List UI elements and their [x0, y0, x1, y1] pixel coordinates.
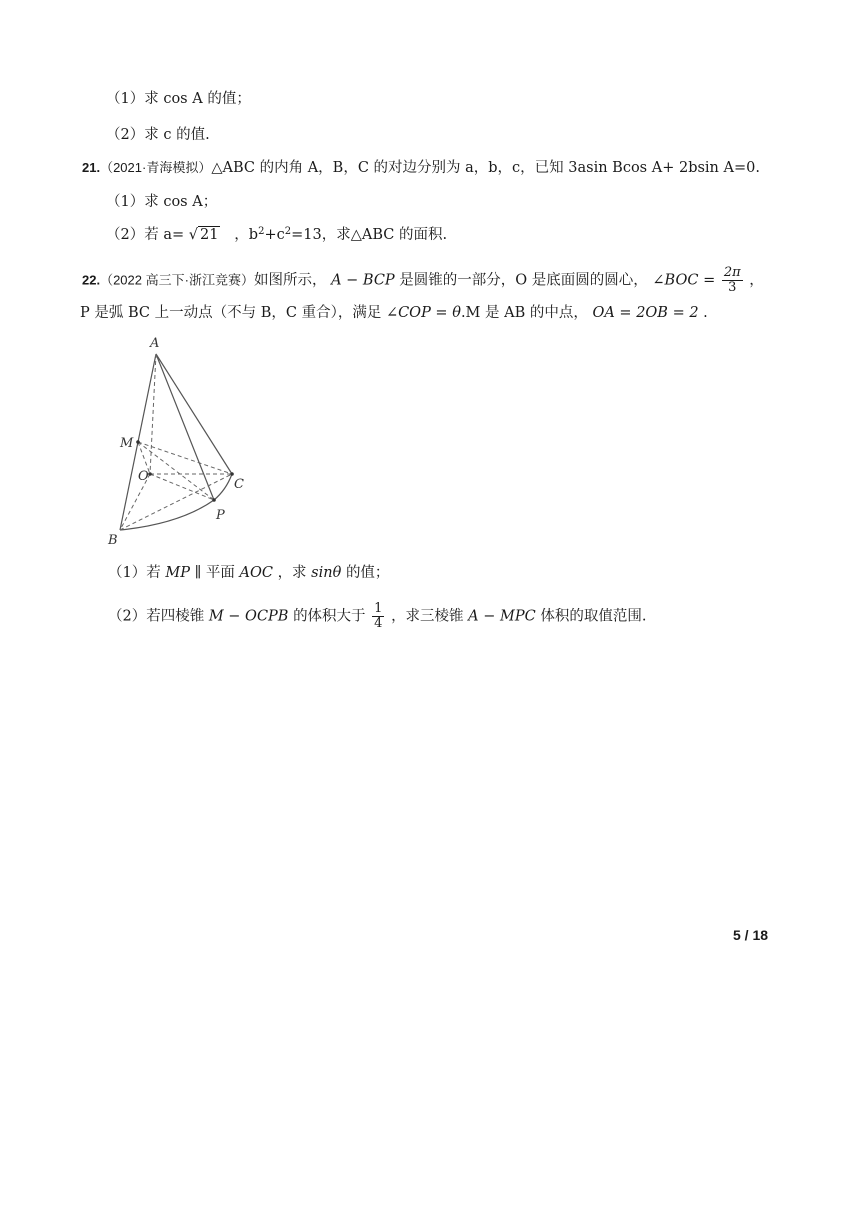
q22-number: 22.: [82, 272, 101, 288]
expr-a-mpc: A − MPC: [468, 608, 536, 625]
q21-stem: △ABC 的内角 A，B，C 的对边分别为 a，b，c，已知 3asin Bcos A+ 2bsin A=0.: [211, 160, 760, 176]
point-p: [212, 498, 216, 502]
q20-part1: （1）求 cos A 的值；: [106, 91, 251, 107]
sqrt-21: √ 21: [188, 227, 219, 243]
q22-part1-b: ∥ 平面: [194, 565, 235, 581]
q22-stem-a: 如图所示，: [253, 272, 327, 289]
label-a: A: [150, 336, 160, 351]
frac-num-1: 1: [374, 601, 383, 616]
q21-number: 21.: [82, 160, 101, 175]
length-expr: OA = 2OB = 2: [592, 305, 699, 321]
frac-num: 2π: [723, 265, 741, 280]
q22-stem-b: 是圆锥的一部分，O 是底面圆的圆心，: [399, 272, 648, 289]
expr-mp: MP: [165, 565, 190, 581]
label-c: C: [234, 477, 244, 492]
point-m: [136, 440, 140, 444]
point-o: [148, 472, 152, 476]
q20-part2: （2）求 c 的值.: [106, 127, 210, 143]
q22-part1-a: （1）若: [108, 565, 161, 581]
q21-part2-pre: （2）若 a=: [106, 227, 185, 243]
q21-part1: （1）求 cos A；: [106, 194, 218, 210]
q22-line2-b: .M 是 AB 的中点，: [460, 305, 588, 321]
q22-part2-d: 体积的取值范围.: [540, 608, 647, 625]
sup-b: 2: [258, 226, 265, 237]
q22-line2-a: P 是弧 BC 上一动点（不与 B，C 重合），满足: [80, 305, 382, 321]
label-b: B: [108, 533, 118, 548]
q22-source: （2022 高三下·浙江竞赛）: [100, 272, 254, 288]
label-p: P: [216, 508, 225, 523]
q22-stem-c: ，: [749, 272, 764, 289]
q22-part1: [108, 563, 389, 583]
q22-stem-line2: [80, 303, 708, 323]
q22-stem-line1: [82, 266, 764, 295]
edge-op: [150, 474, 214, 500]
frac-2pi-3: [722, 266, 743, 295]
expr-sin-theta: sinθ: [311, 565, 342, 581]
arc-pc: [214, 474, 232, 500]
label-m: M: [120, 436, 134, 451]
q21-part2-tail: =13，求△ABC 的面积.: [291, 227, 448, 243]
arc-bp: [120, 500, 214, 530]
page-number: 5 / 18: [733, 927, 769, 943]
edge-ao: [150, 354, 156, 474]
sup-c: 2: [284, 226, 292, 237]
q22-part1-d: 的值；: [345, 565, 390, 581]
frac-1-4: [372, 602, 384, 631]
q22-line2-c: .: [703, 305, 708, 321]
q22-part2-c: ，求三棱锥: [391, 608, 464, 625]
frac-den-4: 4: [374, 616, 383, 631]
q21-part2-c: +c: [264, 227, 285, 243]
edge-mc: [138, 442, 232, 474]
frac-den: 3: [728, 280, 737, 295]
point-c: [230, 472, 234, 476]
q22-part2: [108, 602, 646, 631]
q21-source: （2021·青海模拟）: [100, 160, 212, 175]
q22-part1-c: ，求: [277, 565, 307, 581]
label-o: O: [138, 469, 149, 484]
q22-part2-b: 的体积大于: [293, 608, 366, 625]
q22-part2-a: （2）若四棱锥: [108, 608, 205, 625]
q21-part2: [106, 225, 447, 245]
edge-ac: [156, 354, 232, 474]
cone-figure: [100, 332, 260, 550]
q21-stem-line: [82, 158, 760, 178]
expr-a-bcp: A − BCP: [331, 272, 395, 289]
angle-boc: ∠BOC =: [652, 272, 716, 289]
expr-m-ocpb: M − OCPB: [208, 608, 289, 625]
expr-aoc: AOC: [239, 565, 273, 581]
q21-part2-b: ，b: [234, 227, 259, 243]
sqrt-radicand: 21: [200, 227, 219, 243]
angle-cop: ∠COP = θ: [385, 305, 461, 321]
